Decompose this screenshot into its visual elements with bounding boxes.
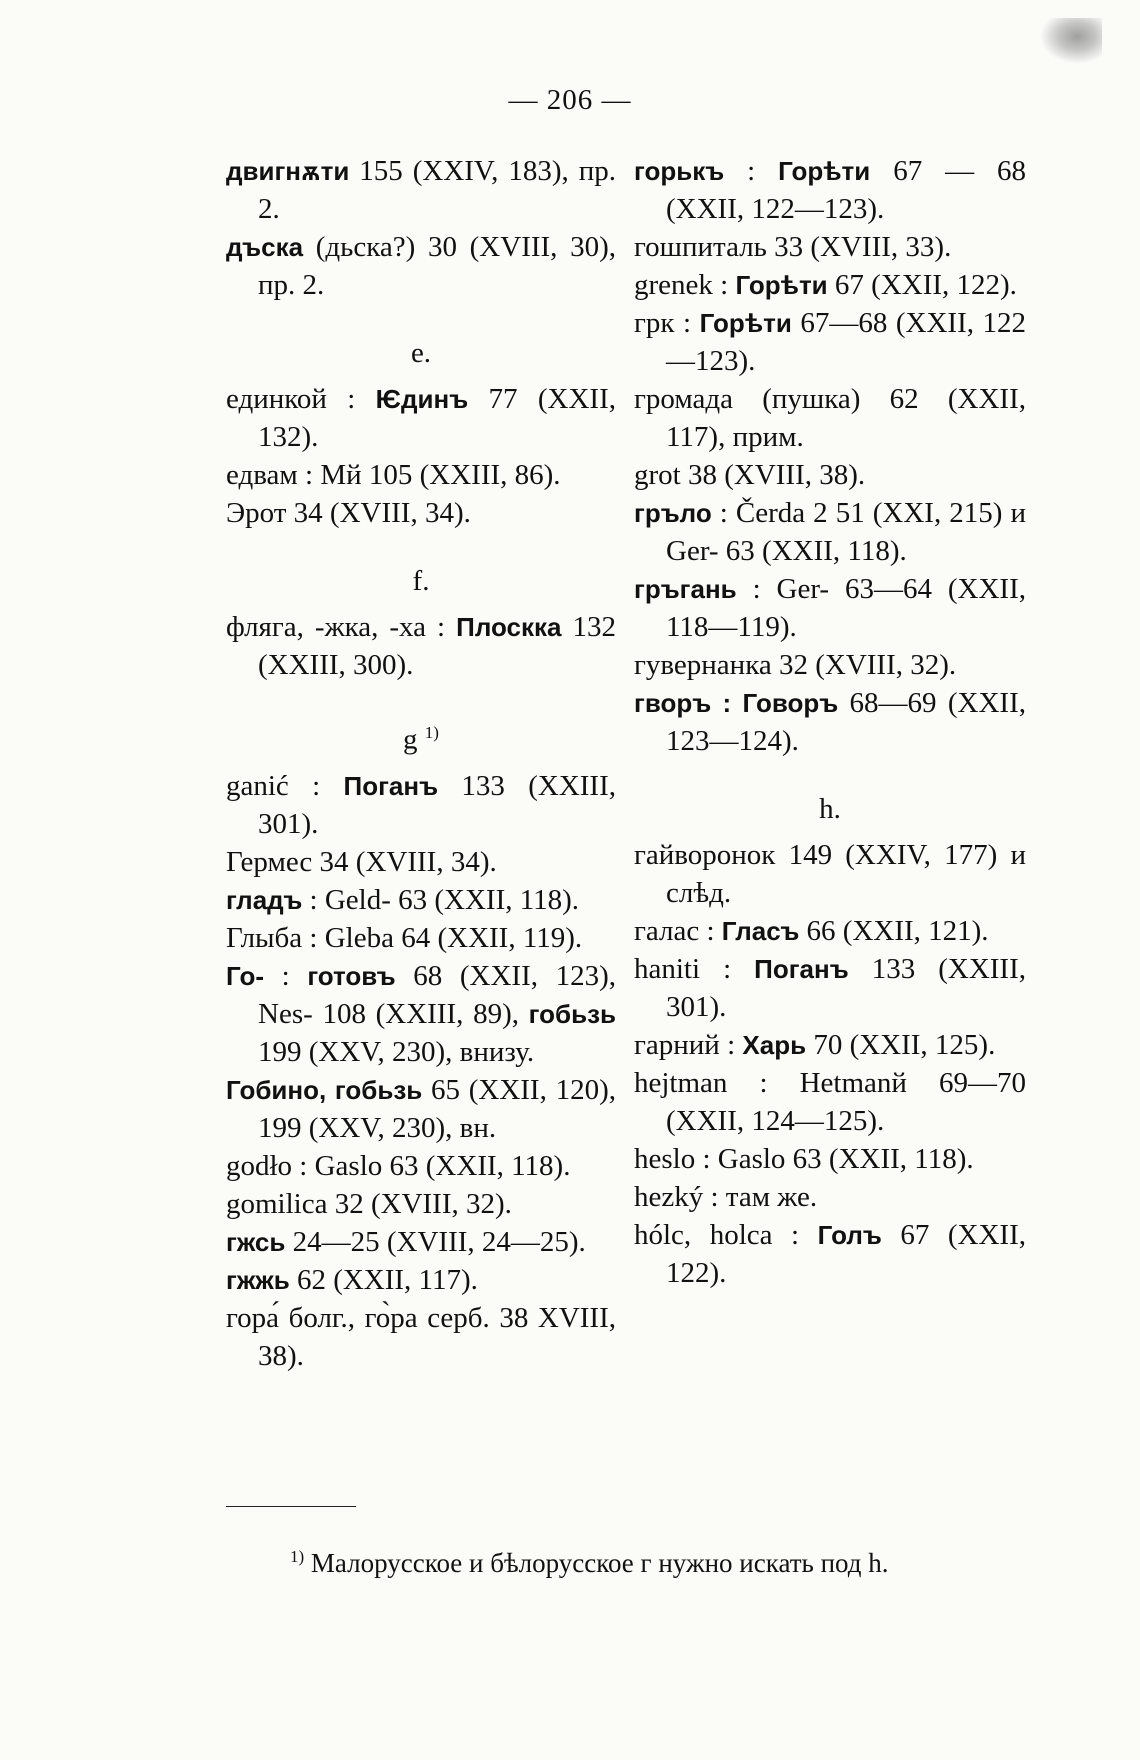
entry-text: 67—68 (XXII, 122—123). [666,307,1027,377]
headword: дъска [226,232,304,262]
entry-text: 199 (XXV, 230), внизу. [258,1035,535,1068]
index-entry [226,380,616,456]
scan-smudge [1040,18,1102,64]
footnote-text: Малорусское и бѣлорусское г нужно искать под h. [310,1548,889,1578]
entry-text: : Ger- 63—64 (XXII, 118—119). [666,573,1026,643]
entry-text: haniti : [634,953,755,985]
index-entry [634,570,1026,646]
entry-text: гайворонок 149 (XXIV, 177) и слѣд. [634,839,1026,909]
index-entry [226,919,616,957]
entry-list-f [226,608,616,684]
index-entry [634,912,1026,950]
headword: гръгань [634,574,737,604]
section-heading-h: h. [819,793,841,825]
entry-text: фляга, -жка, -ха : [226,611,457,643]
headword: Горѣти [735,270,828,300]
entry-text: heslo : Gaslo 63 (XXII, 118). [634,1143,974,1175]
index-entry [226,1299,616,1375]
entry-text: hejtman : Hetmanй 69—70 (XXII, 124—125). [634,1067,1026,1137]
headword: гладъ [226,884,303,915]
entry-text: hólc, holca : [634,1219,818,1251]
index-entry [634,228,1026,266]
headword: гворъ : Говоръ [634,688,839,718]
entry-text: громада (пушка) 62 (XXII, 117), прим. [634,383,1026,453]
entry-text: grenek : [634,269,736,301]
entry-list-a [226,152,616,304]
footnote-rule [226,1506,356,1507]
index-entry [634,1064,1026,1140]
entry-text: hezký : там же. [634,1181,818,1213]
entry-text: 67 (XXII, 122). [827,269,1017,301]
headword: гжжь [226,1264,290,1295]
page-number: — 206 — [508,84,632,116]
headword: Гласъ [721,916,800,946]
entry-text: галас : [634,915,722,947]
index-entry [634,1216,1026,1292]
headword: Го- [226,960,264,991]
entry-text: Глыба : Gleba 64 (XXII, 119). [226,921,583,954]
entry-text: 68 (XXII, 123), Nes- 108 (XXIII, 89), [258,959,617,1030]
headword: Голъ [817,1220,882,1250]
index-entry [226,494,616,532]
headword: гжсь [226,1226,286,1257]
entry-text: Гермес 34 (XVIII, 34). [226,845,497,878]
index-entry [226,228,616,304]
index-entry [226,1071,616,1147]
index-entry [634,950,1026,1026]
headword: Ѥдинъ [375,384,469,414]
entry-text: гора́ болг., го̀ра серб. 38 XVIII, 38). [226,1301,616,1372]
headword: гобьзь [528,998,616,1029]
entry-text: 67 — 68 (XXII, 122—123). [666,155,1026,225]
entry-text: грк : [634,307,700,339]
index-entry [634,380,1026,456]
headword: Поганъ [754,954,849,984]
entry-text: едвам : Мй 105 (XXIII, 86). [226,459,561,491]
index-entry [226,1261,616,1299]
index-entry [226,957,616,1071]
entry-text: 67 (XXII, 122). [666,1219,1026,1289]
entry-text: grot 38 (XVIII, 38). [634,459,866,491]
index-entry [226,881,616,919]
headword: Плоскка [456,612,562,642]
index-entry [634,646,1026,684]
entry-text: 65 (XXII, 120), 199 (XXV, 230), вн. [258,1073,616,1144]
index-entry [634,494,1026,570]
entry-text: 132 (XXIII, 300). [258,611,616,681]
entry-text: : Geld- 63 (XXII, 118). [302,883,580,916]
headword: двигнѫти [226,156,350,186]
entry-text: : [724,155,779,187]
right-column [634,152,1026,1292]
entry-text: Эрот 34 (XVIII, 34). [226,497,471,529]
index-entry [226,456,616,494]
index-entry [634,1178,1026,1216]
index-entry [226,608,616,684]
entry-text: гувернанка 32 (XVIII, 32). [634,649,957,681]
entry-text: 70 (XXII, 125). [806,1029,996,1061]
entry-list-h [634,836,1026,1292]
index-entry [634,304,1026,380]
footnote-mark: 1) [290,1547,305,1566]
entry-text: гарний : [634,1029,743,1061]
entry-text: единкой : [226,383,376,415]
section-letter-g: g [403,723,418,756]
index-entry [226,152,616,228]
index-entry [226,1185,616,1223]
headword: Гобино, гобьзь [226,1074,423,1105]
headword: Поганъ [343,770,439,801]
entry-text: 77 (XXII, 132). [258,383,616,453]
headword: горькъ [634,156,725,186]
headword: Горѣти [778,156,871,186]
index-entry [634,684,1026,760]
footnote-ref: 1) [424,723,439,742]
entry-text: ganić : [226,769,344,802]
entry-list-gor [634,152,1026,760]
entry-text: 133 (XXIII, 301). [258,769,616,840]
entry-text: : [263,959,308,992]
index-entry [634,266,1026,304]
index-entry [634,836,1026,912]
entry-list-e [226,380,616,532]
entry-text: 133 (XXIII, 301). [666,953,1026,1023]
headword: гръло [634,498,712,528]
entry-text: (дьска?) 30 (XVIII, 30), пр. 2. [258,231,616,301]
index-entry [226,843,616,881]
index-entry [634,1140,1026,1178]
section-heading-e: e. [410,337,432,369]
index-entry [634,456,1026,494]
index-entry [634,152,1026,228]
index-entry [226,767,616,843]
footnote [290,1540,1050,1580]
entry-text: гошпиталь 33 (XVIII, 33). [634,231,952,263]
headword: Харь [742,1030,807,1060]
entry-list-g [226,767,616,1375]
index-entry [226,1223,616,1261]
entry-text: 66 (XXII, 121). [799,915,989,947]
index-entry [226,1147,616,1185]
entry-text: : Čerda 2 51 (XXI, 215) и Ger- 63 (XXII, 118). [666,497,1026,567]
entry-text: 24—25 (XVIII, 24—25). [285,1225,586,1258]
entry-text: 68—69 (XXII, 123—124). [666,687,1026,757]
headword: Горѣти [699,308,792,338]
section-heading-f: f. [412,565,430,597]
entry-text: 155 (XXIV, 183), пр. 2. [258,155,616,225]
entry-text: 62 (XXII, 117). [289,1263,478,1296]
index-entry [634,1026,1026,1064]
entry-text: godło : Gaslo 63 (XXII, 118). [226,1149,571,1182]
section-heading-g [226,714,616,759]
entry-text: gomilica 32 (XVIII, 32). [226,1187,512,1220]
headword: готовъ [307,960,396,991]
left-column [226,152,616,1375]
